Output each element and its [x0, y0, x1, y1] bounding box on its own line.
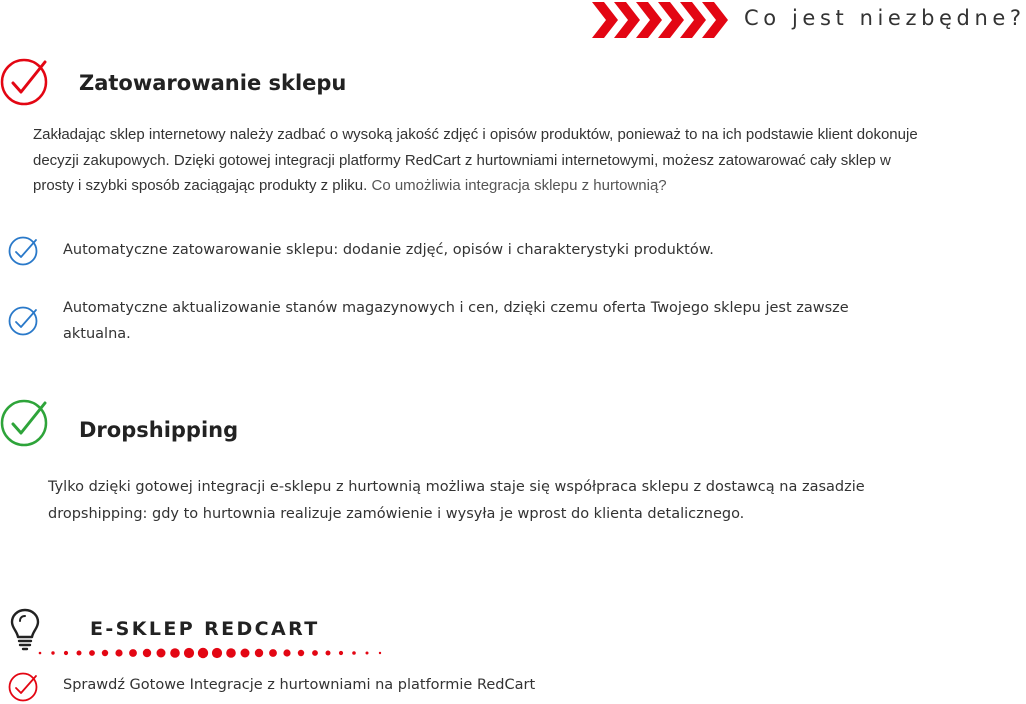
chevron-arrows-icon — [592, 2, 734, 38]
brand-heading: E-SKLEP REDCART — [90, 618, 320, 640]
header-tagline: Co jest niezbędne? — [744, 6, 1026, 30]
check-circle-icon — [8, 305, 40, 337]
check-circle-icon — [0, 398, 50, 448]
lightbulb-icon — [8, 607, 42, 651]
list-item: Automatyczne zatowarowanie sklepu: dodanie zdjęć, opisów i charakterystyki produktów. — [63, 242, 714, 258]
check-circle-icon[interactable] — [8, 671, 40, 703]
check-circle-icon — [8, 235, 40, 267]
section-title-dropshipping: Dropshipping — [79, 418, 239, 442]
list-item: Automatyczne aktualizowanie stanów magazynowych i cen, dzięki czemu oferta Twojego sklepu jest zawsze aktualna. — [63, 300, 849, 342]
paragraph-text: Zakładając sklep internetowy należy zadbać o wysoką jakość zdjęć i opisów produktów, ponieważ to na ich podstawie klient dokonuje decyzji zakupowych. Dzięki gotowej integracji platformy RedCart z hurtowniami internetowymi, możesz zatowarować cały sklep w prosty i szybki sposób zaciągając produkty z pliku. — [33, 126, 918, 194]
section-paragraph — [33, 122, 933, 199]
section-title-zatowarowanie: Zatowarowanie sklepu — [79, 71, 347, 95]
integration-question: Co umożliwia integracja sklepu z hurtownią? — [371, 177, 667, 194]
decorative-dots — [38, 645, 388, 661]
dropshipping-paragraph: Tylko dzięki gotowej integracji e-sklepu z hurtownią możliwa staje się współpraca sklepu z dostawcą na zasadzie dropshipping: gdy to hurtownia realizuje zamówienie i wysyła je wprost do klienta detalicznego. — [48, 479, 865, 522]
check-circle-icon — [0, 57, 50, 107]
integrations-link[interactable]: Sprawdź Gotowe Integracje z hurtowniami na platformie RedCart — [63, 677, 536, 693]
